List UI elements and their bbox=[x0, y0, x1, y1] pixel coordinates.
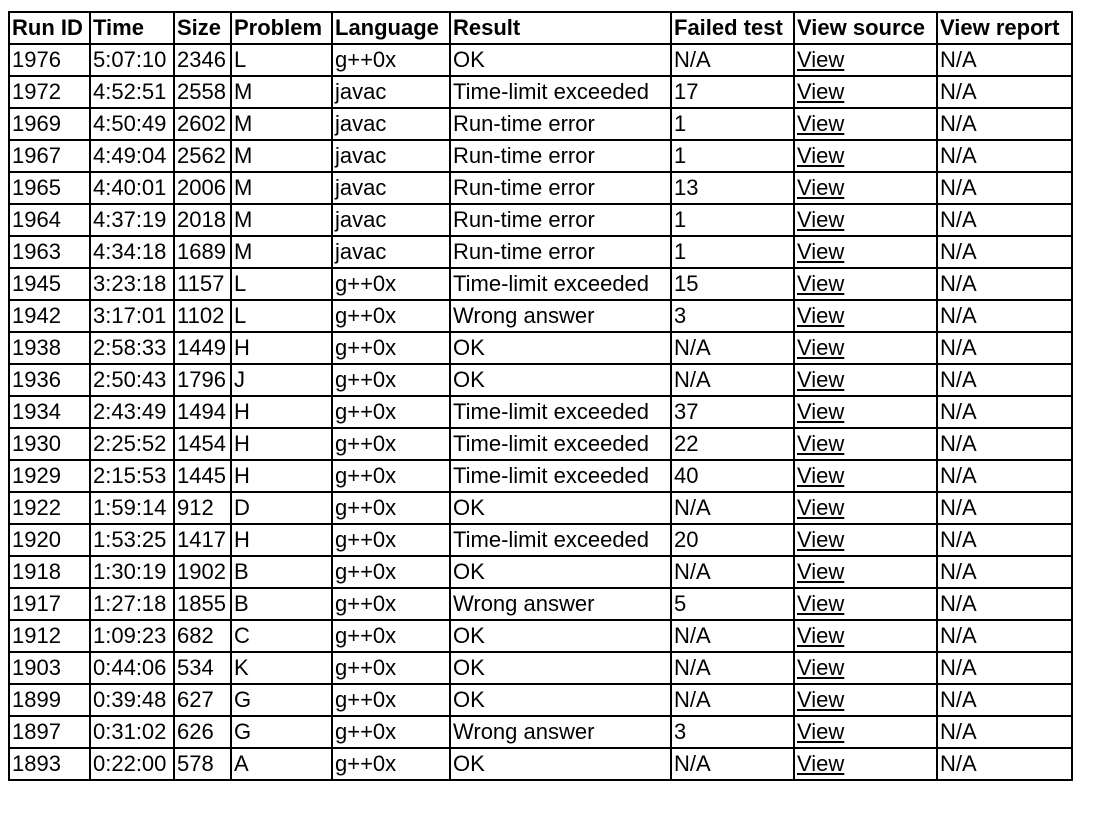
cell-problem: M bbox=[231, 140, 332, 172]
cell-view-report: N/A bbox=[937, 332, 1072, 364]
cell-time: 2:43:49 bbox=[90, 396, 174, 428]
cell-language: javac bbox=[332, 172, 450, 204]
cell-result: OK bbox=[450, 684, 671, 716]
cell-size: 682 bbox=[174, 620, 231, 652]
cell-time: 3:17:01 bbox=[90, 300, 174, 332]
cell-result: OK bbox=[450, 652, 671, 684]
cell-failed-test: 1 bbox=[671, 204, 794, 236]
cell-problem: C bbox=[231, 620, 332, 652]
cell-view-report: N/A bbox=[937, 684, 1072, 716]
view-source-link[interactable]: View bbox=[797, 143, 845, 168]
cell-run-id: 1917 bbox=[9, 588, 90, 620]
cell-result: Run-time error bbox=[450, 172, 671, 204]
cell-failed-test: 15 bbox=[671, 268, 794, 300]
cell-language: g++0x bbox=[332, 300, 450, 332]
cell-view-source bbox=[794, 684, 937, 716]
cell-time: 4:52:51 bbox=[90, 76, 174, 108]
view-source-link[interactable]: View bbox=[797, 47, 845, 72]
cell-failed-test: N/A bbox=[671, 684, 794, 716]
cell-view-source bbox=[794, 620, 937, 652]
table-row bbox=[9, 44, 1072, 76]
header-view-report: View report bbox=[937, 12, 1072, 44]
cell-problem: B bbox=[231, 588, 332, 620]
cell-failed-test: 20 bbox=[671, 524, 794, 556]
view-source-link[interactable]: View bbox=[797, 623, 845, 648]
cell-time: 2:15:53 bbox=[90, 460, 174, 492]
cell-view-source bbox=[794, 492, 937, 524]
cell-problem: H bbox=[231, 332, 332, 364]
cell-time: 2:25:52 bbox=[90, 428, 174, 460]
table-row bbox=[9, 684, 1072, 716]
view-source-link[interactable]: View bbox=[797, 335, 845, 360]
view-source-link[interactable]: View bbox=[797, 591, 845, 616]
cell-view-report: N/A bbox=[937, 716, 1072, 748]
cell-problem: G bbox=[231, 684, 332, 716]
cell-view-report: N/A bbox=[937, 524, 1072, 556]
cell-result: Time-limit exceeded bbox=[450, 396, 671, 428]
cell-view-source bbox=[794, 108, 937, 140]
cell-problem: M bbox=[231, 76, 332, 108]
cell-language: g++0x bbox=[332, 652, 450, 684]
cell-view-report: N/A bbox=[937, 108, 1072, 140]
cell-time: 1:30:19 bbox=[90, 556, 174, 588]
cell-result: OK bbox=[450, 620, 671, 652]
view-source-link[interactable]: View bbox=[797, 463, 845, 488]
header-size: Size bbox=[174, 12, 231, 44]
cell-run-id: 1929 bbox=[9, 460, 90, 492]
view-source-link[interactable]: View bbox=[797, 175, 845, 200]
cell-run-id: 1897 bbox=[9, 716, 90, 748]
cell-failed-test: 1 bbox=[671, 108, 794, 140]
cell-size: 1902 bbox=[174, 556, 231, 588]
cell-time: 0:44:06 bbox=[90, 652, 174, 684]
cell-run-id: 1963 bbox=[9, 236, 90, 268]
cell-language: g++0x bbox=[332, 396, 450, 428]
cell-view-report: N/A bbox=[937, 140, 1072, 172]
cell-run-id: 1893 bbox=[9, 748, 90, 780]
cell-view-source bbox=[794, 588, 937, 620]
cell-run-id: 1969 bbox=[9, 108, 90, 140]
cell-run-id: 1930 bbox=[9, 428, 90, 460]
cell-run-id: 1965 bbox=[9, 172, 90, 204]
cell-size: 627 bbox=[174, 684, 231, 716]
cell-view-report: N/A bbox=[937, 172, 1072, 204]
cell-language: g++0x bbox=[332, 716, 450, 748]
cell-size: 1796 bbox=[174, 364, 231, 396]
table-row bbox=[9, 172, 1072, 204]
cell-view-report: N/A bbox=[937, 268, 1072, 300]
cell-view-source bbox=[794, 300, 937, 332]
cell-view-report: N/A bbox=[937, 364, 1072, 396]
cell-size: 912 bbox=[174, 492, 231, 524]
cell-view-report: N/A bbox=[937, 300, 1072, 332]
cell-run-id: 1918 bbox=[9, 556, 90, 588]
cell-language: g++0x bbox=[332, 620, 450, 652]
table-row bbox=[9, 524, 1072, 556]
cell-size: 1102 bbox=[174, 300, 231, 332]
cell-result: Wrong answer bbox=[450, 588, 671, 620]
cell-view-report: N/A bbox=[937, 492, 1072, 524]
cell-language: javac bbox=[332, 140, 450, 172]
cell-view-report: N/A bbox=[937, 620, 1072, 652]
cell-size: 1157 bbox=[174, 268, 231, 300]
cell-failed-test: 3 bbox=[671, 300, 794, 332]
cell-problem: K bbox=[231, 652, 332, 684]
cell-view-report: N/A bbox=[937, 748, 1072, 780]
table-row bbox=[9, 76, 1072, 108]
cell-problem: H bbox=[231, 524, 332, 556]
cell-size: 1689 bbox=[174, 236, 231, 268]
cell-problem: M bbox=[231, 236, 332, 268]
cell-time: 3:23:18 bbox=[90, 268, 174, 300]
header-problem: Problem bbox=[231, 12, 332, 44]
cell-language: g++0x bbox=[332, 556, 450, 588]
cell-problem: M bbox=[231, 204, 332, 236]
cell-view-report: N/A bbox=[937, 44, 1072, 76]
cell-view-report: N/A bbox=[937, 204, 1072, 236]
table-row bbox=[9, 332, 1072, 364]
view-source-link[interactable]: View bbox=[797, 271, 845, 296]
cell-time: 1:53:25 bbox=[90, 524, 174, 556]
runs-table-body bbox=[9, 44, 1072, 780]
cell-view-report: N/A bbox=[937, 396, 1072, 428]
cell-size: 1855 bbox=[174, 588, 231, 620]
cell-time: 4:49:04 bbox=[90, 140, 174, 172]
cell-time: 0:39:48 bbox=[90, 684, 174, 716]
cell-run-id: 1899 bbox=[9, 684, 90, 716]
cell-size: 2006 bbox=[174, 172, 231, 204]
table-row bbox=[9, 300, 1072, 332]
cell-result: Wrong answer bbox=[450, 716, 671, 748]
cell-language: g++0x bbox=[332, 44, 450, 76]
cell-view-source bbox=[794, 364, 937, 396]
cell-failed-test: N/A bbox=[671, 364, 794, 396]
cell-language: g++0x bbox=[332, 460, 450, 492]
cell-run-id: 1964 bbox=[9, 204, 90, 236]
view-source-link[interactable]: View bbox=[797, 687, 845, 712]
cell-failed-test: N/A bbox=[671, 492, 794, 524]
cell-view-source bbox=[794, 748, 937, 780]
cell-size: 1494 bbox=[174, 396, 231, 428]
table-row bbox=[9, 108, 1072, 140]
cell-run-id: 1972 bbox=[9, 76, 90, 108]
cell-time: 4:50:49 bbox=[90, 108, 174, 140]
table-row bbox=[9, 588, 1072, 620]
cell-run-id: 1942 bbox=[9, 300, 90, 332]
cell-run-id: 1938 bbox=[9, 332, 90, 364]
cell-problem: J bbox=[231, 364, 332, 396]
cell-failed-test: N/A bbox=[671, 620, 794, 652]
cell-result: Time-limit exceeded bbox=[450, 428, 671, 460]
table-row bbox=[9, 652, 1072, 684]
table-row bbox=[9, 748, 1072, 780]
cell-run-id: 1976 bbox=[9, 44, 90, 76]
view-source-link[interactable]: View bbox=[797, 431, 845, 456]
table-row bbox=[9, 428, 1072, 460]
cell-language: javac bbox=[332, 108, 450, 140]
cell-failed-test: N/A bbox=[671, 556, 794, 588]
cell-time: 4:37:19 bbox=[90, 204, 174, 236]
view-source-link[interactable]: View bbox=[797, 495, 845, 520]
cell-time: 4:40:01 bbox=[90, 172, 174, 204]
cell-problem: L bbox=[231, 300, 332, 332]
table-row bbox=[9, 236, 1072, 268]
cell-view-source bbox=[794, 524, 937, 556]
cell-result: Run-time error bbox=[450, 108, 671, 140]
cell-failed-test: N/A bbox=[671, 44, 794, 76]
cell-language: g++0x bbox=[332, 268, 450, 300]
cell-run-id: 1912 bbox=[9, 620, 90, 652]
view-source-link[interactable]: View bbox=[797, 399, 845, 424]
cell-problem: G bbox=[231, 716, 332, 748]
table-row bbox=[9, 204, 1072, 236]
cell-result: OK bbox=[450, 492, 671, 524]
cell-view-source bbox=[794, 76, 937, 108]
table-row bbox=[9, 396, 1072, 428]
view-source-link[interactable]: View bbox=[797, 559, 845, 584]
cell-problem: L bbox=[231, 268, 332, 300]
cell-problem: M bbox=[231, 172, 332, 204]
cell-language: g++0x bbox=[332, 428, 450, 460]
cell-result: Wrong answer bbox=[450, 300, 671, 332]
cell-view-source bbox=[794, 140, 937, 172]
cell-size: 1449 bbox=[174, 332, 231, 364]
cell-size: 2562 bbox=[174, 140, 231, 172]
cell-failed-test: 22 bbox=[671, 428, 794, 460]
cell-result: Run-time error bbox=[450, 204, 671, 236]
cell-view-report: N/A bbox=[937, 588, 1072, 620]
cell-result: OK bbox=[450, 332, 671, 364]
cell-problem: H bbox=[231, 428, 332, 460]
cell-run-id: 1945 bbox=[9, 268, 90, 300]
cell-time: 1:09:23 bbox=[90, 620, 174, 652]
cell-language: javac bbox=[332, 236, 450, 268]
view-source-link[interactable]: View bbox=[797, 655, 845, 680]
view-source-link[interactable]: View bbox=[797, 303, 845, 328]
cell-time: 5:07:10 bbox=[90, 44, 174, 76]
table-row bbox=[9, 556, 1072, 588]
cell-time: 2:50:43 bbox=[90, 364, 174, 396]
cell-size: 1454 bbox=[174, 428, 231, 460]
header-view-source: View source bbox=[794, 12, 937, 44]
cell-problem: D bbox=[231, 492, 332, 524]
view-source-link[interactable]: View bbox=[797, 367, 845, 392]
cell-view-source bbox=[794, 332, 937, 364]
header-row bbox=[9, 12, 1072, 44]
cell-result: OK bbox=[450, 748, 671, 780]
header-time: Time bbox=[90, 12, 174, 44]
cell-language: g++0x bbox=[332, 748, 450, 780]
view-source-link[interactable]: View bbox=[797, 79, 845, 104]
cell-result: Run-time error bbox=[450, 140, 671, 172]
cell-size: 626 bbox=[174, 716, 231, 748]
cell-view-source bbox=[794, 652, 937, 684]
cell-failed-test: 37 bbox=[671, 396, 794, 428]
cell-problem: A bbox=[231, 748, 332, 780]
cell-view-source bbox=[794, 556, 937, 588]
cell-failed-test: N/A bbox=[671, 748, 794, 780]
cell-failed-test: 1 bbox=[671, 236, 794, 268]
cell-size: 534 bbox=[174, 652, 231, 684]
cell-size: 1445 bbox=[174, 460, 231, 492]
cell-view-report: N/A bbox=[937, 652, 1072, 684]
cell-time: 0:31:02 bbox=[90, 716, 174, 748]
cell-size: 578 bbox=[174, 748, 231, 780]
cell-problem: H bbox=[231, 460, 332, 492]
view-source-link[interactable]: View bbox=[797, 207, 845, 232]
cell-failed-test: 5 bbox=[671, 588, 794, 620]
cell-result: Time-limit exceeded bbox=[450, 460, 671, 492]
runs-table-container bbox=[8, 11, 1073, 781]
cell-view-report: N/A bbox=[937, 460, 1072, 492]
cell-language: g++0x bbox=[332, 492, 450, 524]
table-row bbox=[9, 364, 1072, 396]
cell-view-report: N/A bbox=[937, 428, 1072, 460]
view-source-link[interactable]: View bbox=[797, 239, 845, 264]
cell-size: 2602 bbox=[174, 108, 231, 140]
runs-table bbox=[8, 11, 1073, 781]
cell-failed-test: 17 bbox=[671, 76, 794, 108]
cell-failed-test: 13 bbox=[671, 172, 794, 204]
cell-failed-test: 3 bbox=[671, 716, 794, 748]
table-row bbox=[9, 492, 1072, 524]
cell-problem: B bbox=[231, 556, 332, 588]
cell-run-id: 1920 bbox=[9, 524, 90, 556]
cell-size: 2018 bbox=[174, 204, 231, 236]
cell-view-source bbox=[794, 460, 937, 492]
cell-view-source bbox=[794, 172, 937, 204]
cell-result: Time-limit exceeded bbox=[450, 76, 671, 108]
cell-view-report: N/A bbox=[937, 556, 1072, 588]
cell-failed-test: 1 bbox=[671, 140, 794, 172]
cell-run-id: 1967 bbox=[9, 140, 90, 172]
header-failed-test: Failed test bbox=[671, 12, 794, 44]
cell-run-id: 1934 bbox=[9, 396, 90, 428]
cell-run-id: 1922 bbox=[9, 492, 90, 524]
table-row bbox=[9, 620, 1072, 652]
cell-view-source bbox=[794, 268, 937, 300]
cell-problem: L bbox=[231, 44, 332, 76]
cell-view-source bbox=[794, 716, 937, 748]
cell-run-id: 1903 bbox=[9, 652, 90, 684]
cell-view-report: N/A bbox=[937, 76, 1072, 108]
table-row bbox=[9, 268, 1072, 300]
header-run-id: Run ID bbox=[9, 12, 90, 44]
cell-time: 4:34:18 bbox=[90, 236, 174, 268]
cell-failed-test: 40 bbox=[671, 460, 794, 492]
table-row bbox=[9, 716, 1072, 748]
cell-view-source bbox=[794, 44, 937, 76]
cell-result: OK bbox=[450, 556, 671, 588]
cell-size: 1417 bbox=[174, 524, 231, 556]
cell-language: g++0x bbox=[332, 524, 450, 556]
cell-language: g++0x bbox=[332, 684, 450, 716]
cell-language: javac bbox=[332, 76, 450, 108]
header-language: Language bbox=[332, 12, 450, 44]
cell-problem: M bbox=[231, 108, 332, 140]
cell-result: OK bbox=[450, 44, 671, 76]
table-row bbox=[9, 460, 1072, 492]
cell-view-source bbox=[794, 204, 937, 236]
table-row bbox=[9, 140, 1072, 172]
cell-view-source bbox=[794, 396, 937, 428]
cell-view-report: N/A bbox=[937, 236, 1072, 268]
cell-result: Time-limit exceeded bbox=[450, 524, 671, 556]
cell-failed-test: N/A bbox=[671, 332, 794, 364]
cell-problem: H bbox=[231, 396, 332, 428]
cell-view-source bbox=[794, 428, 937, 460]
cell-language: g++0x bbox=[332, 332, 450, 364]
cell-time: 1:59:14 bbox=[90, 492, 174, 524]
view-source-link[interactable]: View bbox=[797, 719, 845, 744]
cell-language: g++0x bbox=[332, 588, 450, 620]
view-source-link[interactable]: View bbox=[797, 751, 845, 776]
cell-result: Time-limit exceeded bbox=[450, 268, 671, 300]
cell-language: g++0x bbox=[332, 364, 450, 396]
cell-language: javac bbox=[332, 204, 450, 236]
cell-time: 1:27:18 bbox=[90, 588, 174, 620]
cell-size: 2558 bbox=[174, 76, 231, 108]
cell-time: 0:22:00 bbox=[90, 748, 174, 780]
view-source-link[interactable]: View bbox=[797, 527, 845, 552]
cell-result: OK bbox=[450, 364, 671, 396]
cell-view-source bbox=[794, 236, 937, 268]
header-result: Result bbox=[450, 12, 671, 44]
cell-time: 2:58:33 bbox=[90, 332, 174, 364]
cell-result: Run-time error bbox=[450, 236, 671, 268]
cell-failed-test: N/A bbox=[671, 652, 794, 684]
cell-run-id: 1936 bbox=[9, 364, 90, 396]
view-source-link[interactable]: View bbox=[797, 111, 845, 136]
cell-size: 2346 bbox=[174, 44, 231, 76]
